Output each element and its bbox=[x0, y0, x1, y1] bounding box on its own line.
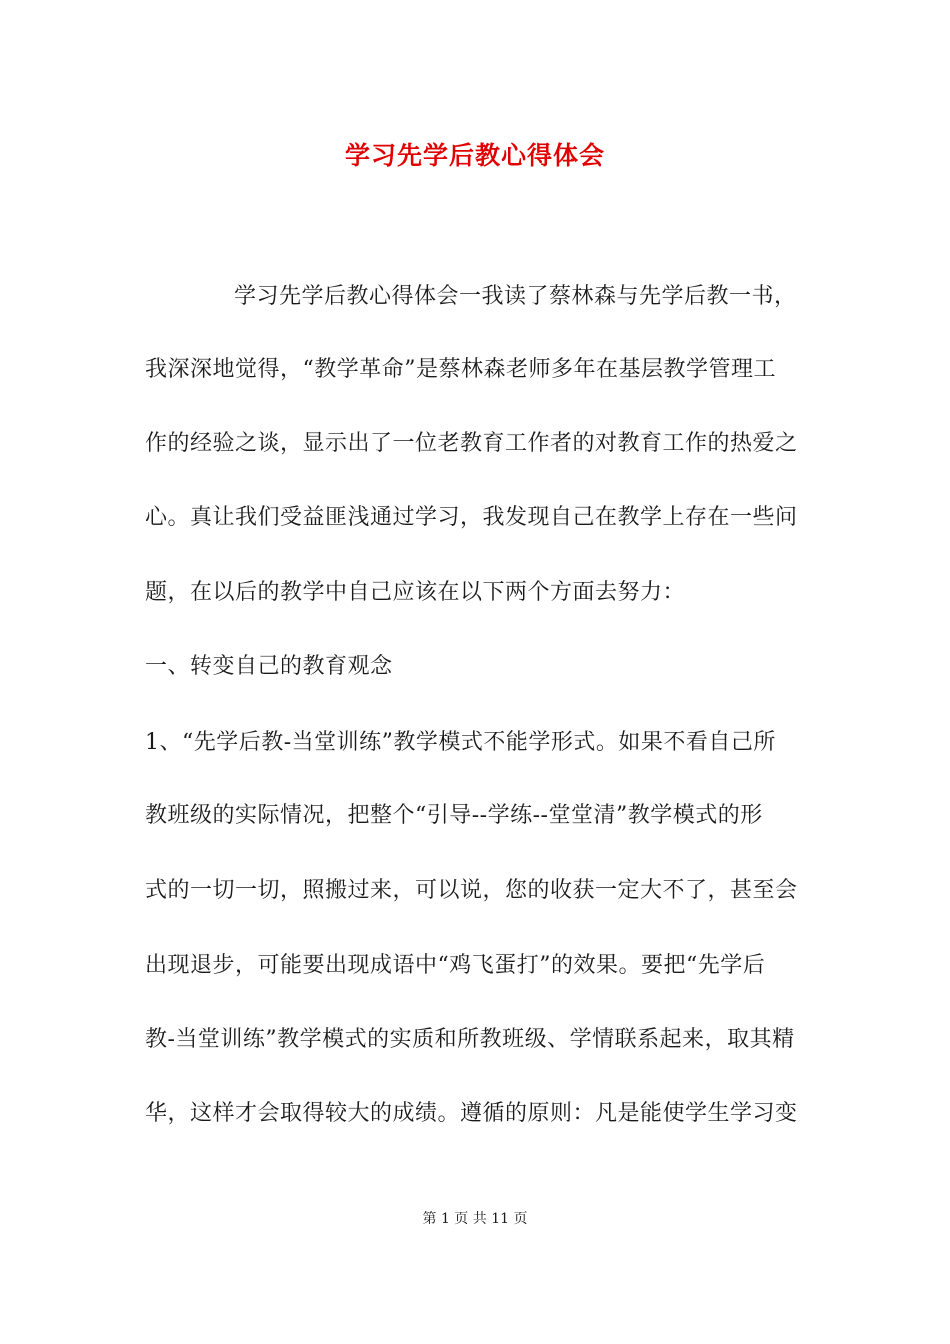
paragraph-line: 出现退步，可能要出现成语中“鸡飞蛋打”的效果。要把“先学后 bbox=[145, 953, 766, 978]
paragraph-line: 式的一切一切，照搬过来，可以说，您的收获一定大不了，甚至会 bbox=[145, 878, 798, 903]
paragraph-line: 1、“先学后教-当堂训练”教学模式不能学形式。如果不看自己所 bbox=[145, 730, 776, 755]
document-title: 学习先学后教心得体会 bbox=[344, 141, 605, 170]
paragraph-line: 作的经验之谈，显示出了一位老教育工作者的对教育工作的热爱之 bbox=[145, 431, 798, 456]
paragraph-line: 教班级的实际情况，把整个“引导--学练--堂堂清”教学模式的形 bbox=[145, 803, 763, 828]
paragraph-line: 教-当堂训练”教学模式的实质和所教班级、学情联系起来，取其精 bbox=[145, 1027, 795, 1052]
paragraph-line: 我深深地觉得，“教学革命”是蔡林森老师多年在基层教学管理工 bbox=[145, 357, 776, 382]
paragraph-line: 华，这样才会取得较大的成绩。遵循的原则：凡是能使学生学习变 bbox=[145, 1101, 798, 1126]
paragraph-line: 心。真让我们受益匪浅通过学习，我发现自己在教学上存在一些问 bbox=[145, 505, 798, 530]
paragraph-line: 学习先学后教心得体会一我读了蔡林森与先学后教一书， bbox=[234, 284, 797, 309]
page-number-footer: 第 1 页 共 11 页 bbox=[422, 1211, 528, 1227]
paragraph-line: 题，在以后的教学中自己应该在以下两个方面去努力： bbox=[145, 580, 686, 605]
section-heading: 一、转变自己的教育观念 bbox=[145, 654, 393, 679]
